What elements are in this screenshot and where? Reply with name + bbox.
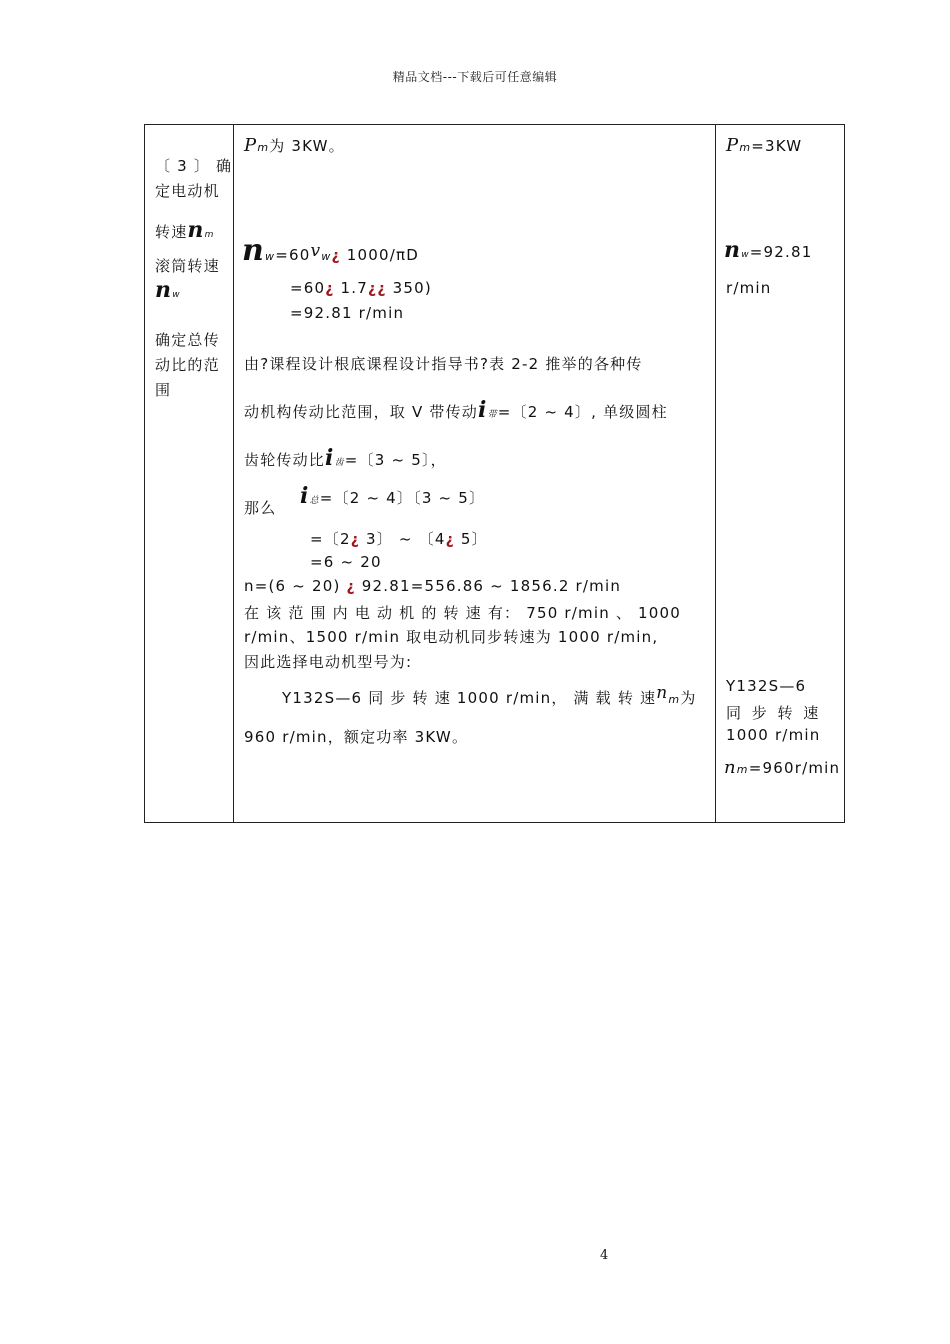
motor-speed-range: n=(6 ~ 20) ¿ 92.81=556.86 ~ 1856.2 r/min [244,577,622,595]
drum-speed-formula-line1: nw=60vw¿ 1000/πD [242,233,420,268]
power-result: Pm=3KW [726,135,803,156]
drum-speed-label: 滚筒转速 [155,257,220,275]
sync-speed-value: 1000 r/min [726,726,821,744]
step-title-line1: 〔 3 〕 确 [155,157,233,175]
motor-speed-label: 转速nm [155,217,215,243]
page-header: 精品文档---下载后可任意编辑 [392,70,558,84]
total-ratio-line1: i总=〔2 ~ 4〕〔3 ~ 5〕 [300,483,486,509]
ratio-label-line1: 确定总传 [155,331,220,349]
result-column [716,125,845,823]
ratio-label-line3: 围 [155,381,172,399]
drum-speed-result: =92.81 r/min [290,304,405,322]
total-ratio-result: =6 ~ 20 [310,553,382,571]
table-row [145,125,845,823]
step-title-line2: 定电动机 [155,182,220,200]
speed-options-line3: 因此选择电动机型号为: [244,653,413,671]
times-glyph: ¿ [331,248,341,264]
step-column [145,125,234,823]
motor-model-result: Y132S—6 [726,677,807,695]
motor-model-line2: 960 r/min，额定功率 3KW。 [244,728,469,746]
speed-options-line1: 在 该 范 围 内 电 动 机 的 转 速 有： 750 r/min 、 1000 [244,604,682,622]
total-ratio-line2: =〔2¿ 3〕 ~ 〔4¿ 5〕 [310,530,488,548]
ratio-label-line2: 动比的范 [155,356,220,374]
sync-speed-label: 同 步 转 速 [726,704,822,722]
motor-speed-symbol: n [187,217,205,243]
full-load-speed-value: nm=960r/min [724,757,841,778]
ratio-paragraph-line3: 齿轮传动比i齿=〔3 ~ 5〕， [244,445,447,471]
then-label: 那么 [244,499,277,517]
ratio-paragraph-line2: 动机构传动比范围，取 V 带传动i带=〔2 ~ 4〕, 单级圆柱 [244,397,668,423]
drum-speed-formula-line2: =60¿ 1.7¿¿ 350) [290,279,432,297]
ratio-paragraph-line1: 由?课程设计根底课程设计指导书?表 2-2 推举的各种传 [244,355,643,373]
drum-speed-symbol: nw [155,277,181,303]
drum-speed-unit: r/min [726,279,772,297]
speed-options-line2: r/min、1500 r/min 取电动机同步转速为 1000 r/min, [244,628,659,646]
power-statement: Pm为 3KW。 [244,135,345,156]
motor-model-line1: Y132S—6 同 步 转 速 1000 r/min， 满 载 转 速nm为 [282,683,697,707]
calculation-column [234,125,716,823]
calculation-table [144,124,845,823]
drum-speed-value: nw=92.81 [724,237,813,263]
page-number: 4 [600,1248,609,1263]
